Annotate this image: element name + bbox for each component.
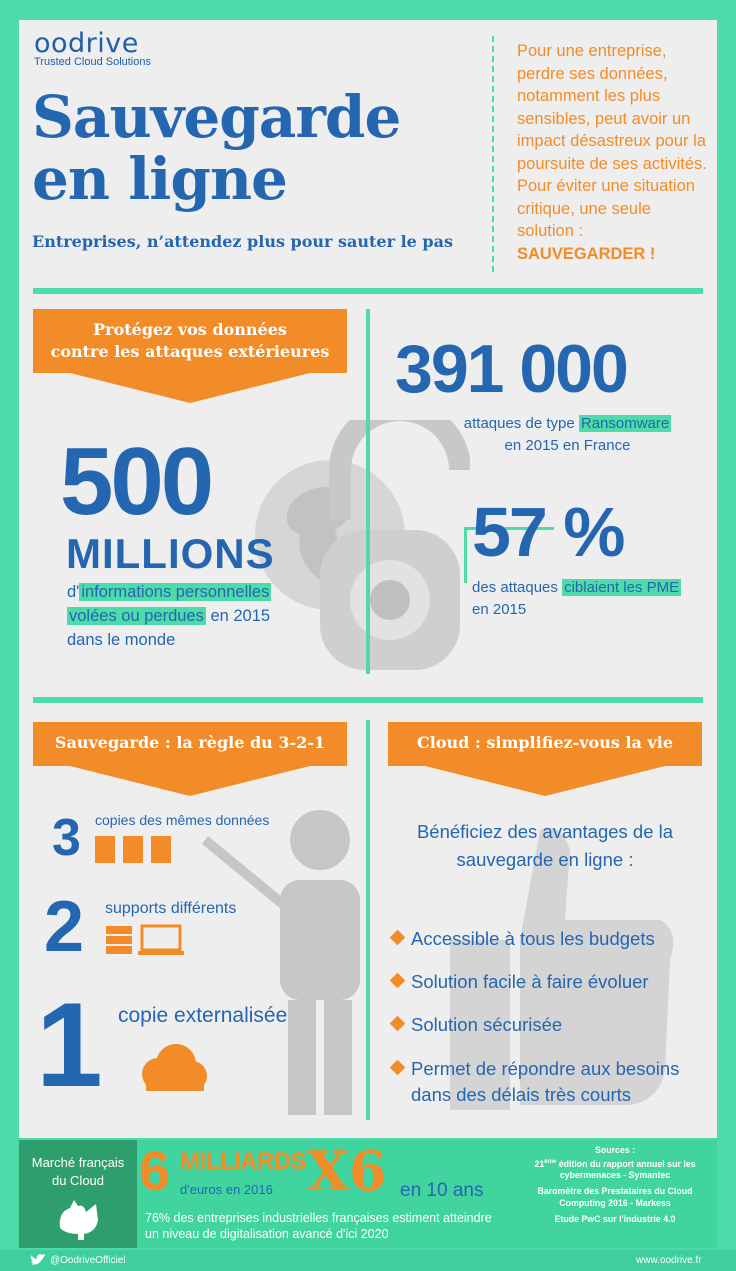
- header-divider: [492, 36, 494, 272]
- stat-57-desc: [472, 577, 712, 621]
- source1-post: édition du rapport annuel sur les: [556, 1158, 696, 1169]
- cloud-banner-arrow: [425, 766, 665, 796]
- stat-500-desc: [67, 580, 327, 652]
- diamond-bullet-icon: [390, 1060, 406, 1076]
- page-subtitle: Entreprises, n’attendez plus pour sauter le pas: [32, 232, 453, 251]
- cloud-intro-line1: Bénéficiez des avantages de la: [416, 821, 674, 842]
- feature-3-label: Solution sécurisée: [411, 1014, 563, 1035]
- rule-num-3: 3: [52, 809, 81, 867]
- industry-stat: [145, 1210, 492, 1242]
- stat-391000-desc: [450, 413, 685, 457]
- feature-4: [392, 1056, 679, 1082]
- pct-highlight: ciblaient les PME: [564, 579, 680, 596]
- intro-text: [517, 40, 707, 265]
- source1-sup: ème: [544, 1158, 557, 1165]
- diamond-bullet-icon: [390, 973, 406, 989]
- market-line1: Marché français: [31, 1155, 125, 1170]
- stat-millions: MILLIONS: [66, 530, 275, 577]
- rooster-icon: [54, 1198, 102, 1242]
- intro-body: Pour une entreprise, perdre ses données, notamment les plus sensibles, peut avoir un impact désastreux pour la poursuite de ses activités. Pour éviter une situation critique, une seule solution :: [517, 42, 707, 240]
- feature-2-label: Solution facile à faire évoluer: [411, 971, 649, 992]
- sources-title: Sources :: [594, 1145, 636, 1155]
- feature-1: [392, 926, 655, 952]
- title-line-2: en ligne: [32, 145, 287, 213]
- sources: [516, 1145, 714, 1226]
- desc-pre: d': [67, 583, 80, 601]
- source2-line2: Computing 2016 - Markess: [559, 1197, 671, 1208]
- title-line-1: Sauvegarde: [32, 83, 401, 151]
- protect-banner: [33, 309, 347, 373]
- brand-logo[interactable]: oodrive: [34, 28, 139, 59]
- rule-label-2: supports différents: [105, 900, 237, 917]
- attacks-highlight: Ransomware: [580, 415, 670, 432]
- pct-connector: [464, 527, 467, 583]
- stat-500: 500: [60, 428, 212, 535]
- source3: Etude PwC sur l'industrie 4.0: [554, 1214, 676, 1225]
- rule-banner-arrow: [70, 766, 310, 796]
- vertical-divider-2: [366, 720, 370, 1120]
- market-milliards-sub: d'euros en 2016: [180, 1182, 273, 1197]
- cloud-icon: [136, 1042, 210, 1097]
- feature-4-label: Permet de répondre aux besoins: [411, 1058, 680, 1079]
- server-laptop-icon: [106, 924, 186, 961]
- intro-strong: SAUVEGARDER !: [517, 244, 656, 263]
- presenter-icon: [200, 800, 370, 1120]
- desc-highlight-2: volées ou perdues: [69, 607, 204, 625]
- diamond-bullet-icon: [390, 1016, 406, 1032]
- documents-icon: [95, 836, 175, 869]
- feature-4-cont: dans des délais très courts: [411, 1084, 632, 1105]
- rule-label-1: copie externalisée: [118, 1004, 288, 1027]
- diamond-bullet-icon: [390, 930, 406, 946]
- feature-3: [392, 1012, 562, 1038]
- cloud-banner: Cloud : simplifiez-vous la vie: [388, 722, 702, 766]
- market-big-num: 6: [139, 1139, 171, 1202]
- website-link[interactable]: www.oodrive.fr: [636, 1255, 702, 1266]
- rule-label-3: copies des mêmes données: [95, 812, 270, 828]
- market-multiplier-sub: en 10 ans: [400, 1180, 484, 1201]
- stat-57-pct: 57 %: [472, 493, 624, 571]
- page-title: [32, 83, 401, 213]
- brand-tagline: Trusted Cloud Solutions: [34, 56, 151, 68]
- source2-line1: Baromètre des Prestataires du Cloud: [537, 1186, 693, 1197]
- cloud-intro-line2: sauvegarde en ligne :: [456, 849, 634, 870]
- desc-line3: dans le monde: [67, 631, 176, 649]
- protect-banner-arrow: [70, 373, 310, 403]
- twitter-icon[interactable]: [30, 1253, 46, 1267]
- section-divider-2: [33, 697, 703, 703]
- desc-highlight-1: informations personnelles: [81, 583, 270, 601]
- protect-banner-line1: Protégez vos données: [93, 320, 287, 339]
- pct-line2: en 2015: [472, 601, 527, 618]
- protect-banner-line2: contre les attaques extérieures: [50, 342, 330, 361]
- source1-line2: cybermenaces - Symantec: [559, 1169, 671, 1180]
- rule-num-2: 2: [44, 887, 85, 967]
- market-multiplier: X6: [307, 1139, 387, 1203]
- vertical-divider-1: [366, 309, 370, 674]
- market-milliards: MILLIARDS: [180, 1148, 307, 1175]
- stat-391000: 391 000: [395, 331, 627, 407]
- rule-banner: Sauvegarde : la règle du 3-2-1: [33, 722, 347, 766]
- feature-1-label: Accessible à tous les budgets: [411, 928, 655, 949]
- cloud-intro: [388, 818, 702, 874]
- attacks-line2: en 2015 en France: [504, 437, 631, 454]
- feature-2: [392, 969, 649, 995]
- attacks-pre: attaques de type: [463, 415, 579, 432]
- pct-pre: des attaques: [472, 579, 563, 596]
- source1-pre: 21: [534, 1158, 545, 1169]
- industry-stat-line2: un niveau de digitalisation avancé d'ici 2020: [145, 1227, 389, 1241]
- rule-num-1: 1: [36, 978, 103, 1112]
- desc-post: en 2015: [205, 607, 271, 625]
- market-line2: du Cloud: [51, 1173, 105, 1188]
- twitter-handle[interactable]: @OodriveOfficiel: [50, 1255, 126, 1266]
- industry-stat-line1: 76% des entreprises industrielles françaises estiment atteindre: [145, 1211, 492, 1225]
- section-divider: [33, 288, 703, 294]
- market-label: [19, 1154, 137, 1190]
